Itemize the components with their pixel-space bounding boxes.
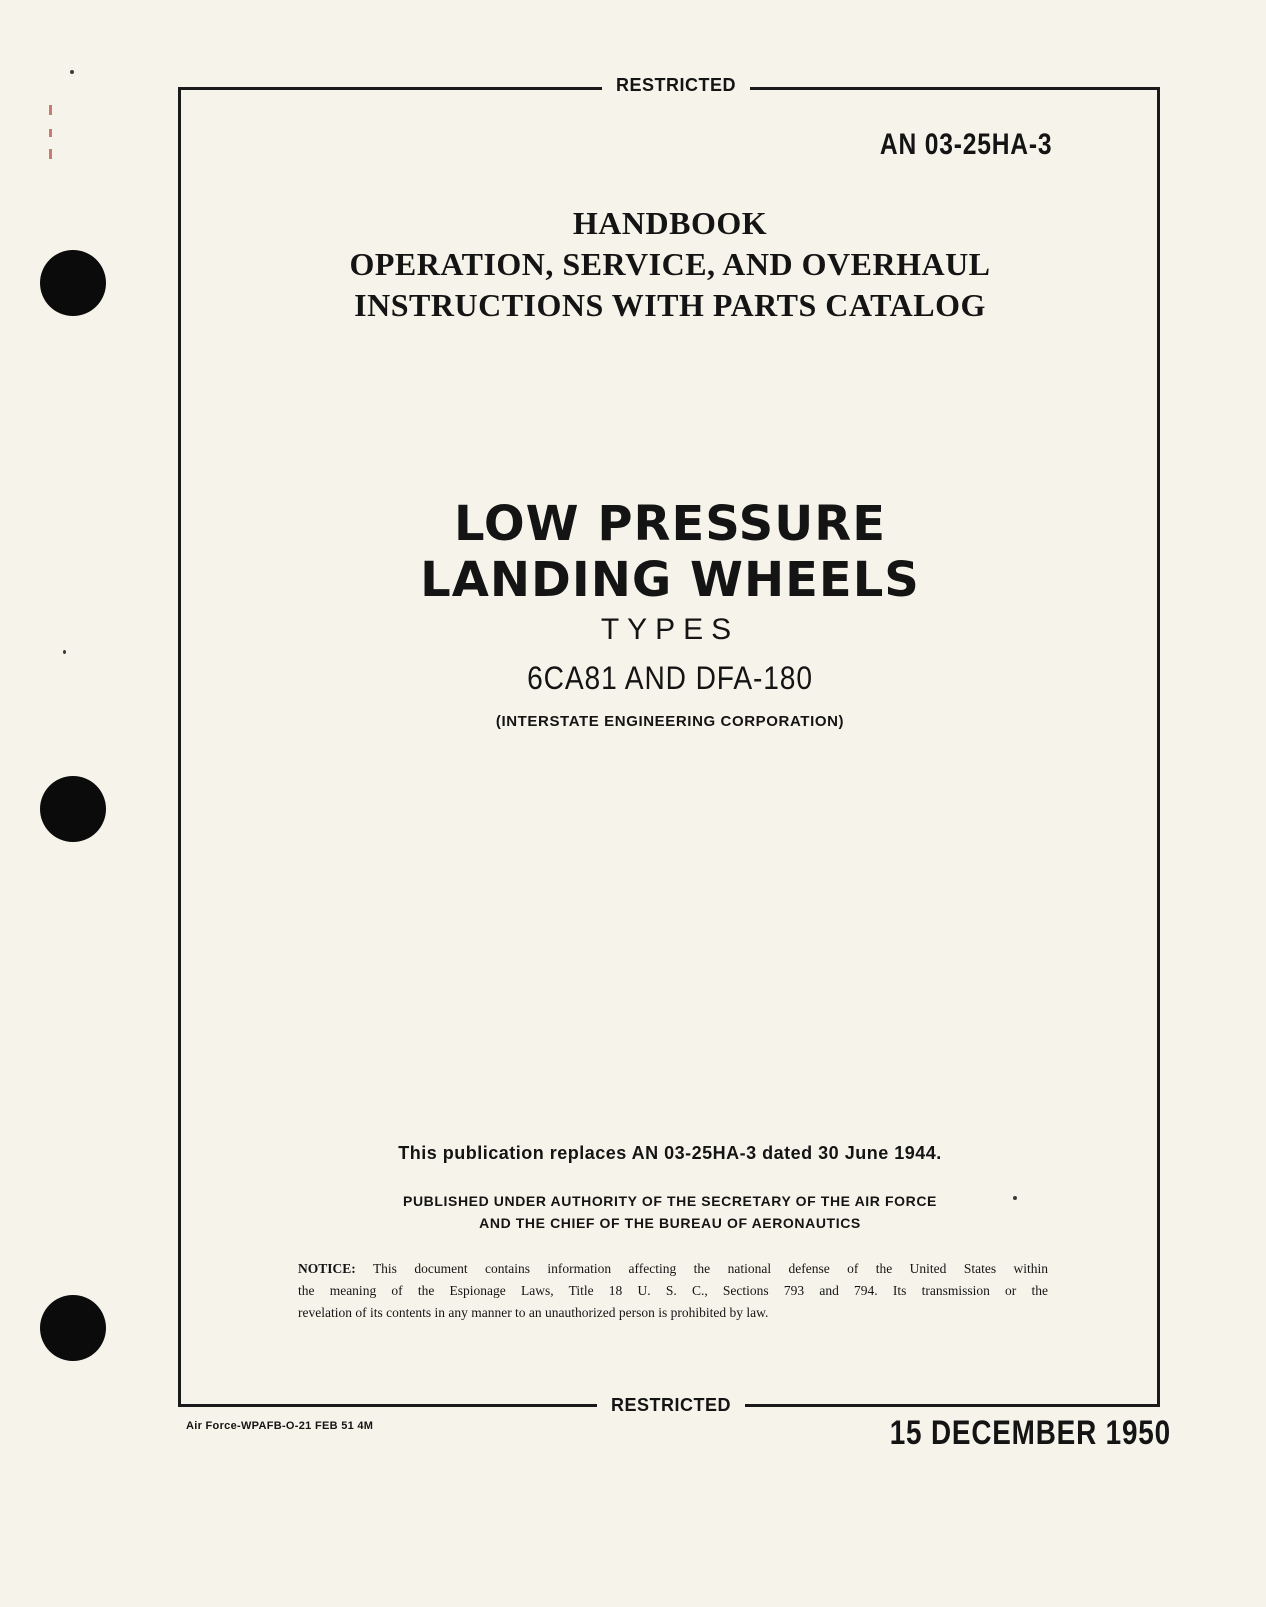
title-block <box>180 496 1160 732</box>
notice-text: revelation of its contents in any manner to an unauthorized person is prohibited by law. <box>298 1305 769 1320</box>
header-line: HANDBOOK <box>572 205 768 241</box>
scan-speck <box>1013 1196 1017 1200</box>
binder-hole <box>40 1295 106 1361</box>
publication-date: 15 DECEMBER 1950 <box>889 1414 1171 1452</box>
notice-label: NOTICE: <box>298 1261 356 1276</box>
header-line: OPERATION, SERVICE, AND OVERHAUL <box>349 246 991 282</box>
document-number: AN 03-25HA-3 <box>879 128 1052 161</box>
notice-text: This document contains information affecting the national defense of the United States within <box>372 1261 1048 1276</box>
title-line: LOW PRESSURE <box>454 496 886 552</box>
authority-line: PUBLISHED UNDER AUTHORITY OF THE SECRETARY OF THE AIR FORCE <box>403 1193 937 1209</box>
company-name: (INTERSTATE ENGINEERING CORPORATION) <box>495 713 845 730</box>
handbook-header <box>180 203 1160 326</box>
title-line: LANDING WHEELS <box>420 552 920 608</box>
scan-speck <box>63 650 66 654</box>
security-notice <box>298 1258 1048 1324</box>
binder-hole <box>40 776 106 842</box>
model-numbers: 6CA81 AND DFA-180 <box>527 660 813 696</box>
printer-code: Air Force-WPAFB-O-21 FEB 51 4M <box>186 1420 374 1432</box>
authority-line: AND THE CHIEF OF THE BUREAU OF AERONAUTICS <box>479 1215 861 1231</box>
replacement-statement: This publication replaces AN 03-25HA-3 dated 30 June 1944. <box>398 1143 942 1163</box>
notice-text: the meaning of the Espionage Laws, Title 18 U. S. C., Sections 793 and 794. Its transmission or the <box>298 1283 1048 1298</box>
security-marking-bottom: RESTRICTED <box>597 1394 745 1416</box>
edge-marks <box>44 105 60 175</box>
header-line: INSTRUCTIONS WITH PARTS CATALOG <box>354 287 986 323</box>
security-marking-top: RESTRICTED <box>602 74 750 96</box>
binder-hole <box>40 250 106 316</box>
scan-speck <box>70 70 74 74</box>
types-label: TYPES <box>600 613 740 646</box>
